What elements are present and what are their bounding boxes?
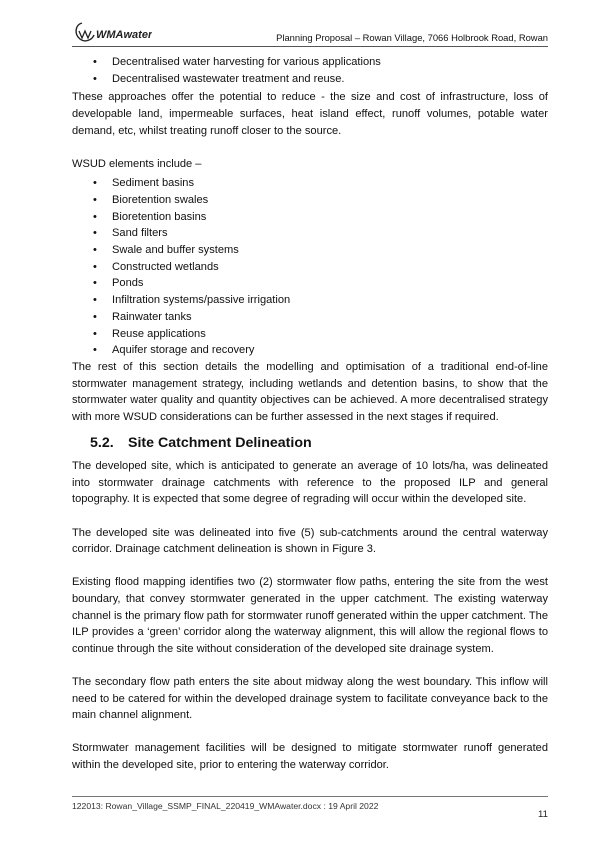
logo-wordmark: WMAwater: [96, 29, 152, 41]
list-item: [72, 175, 548, 192]
list-item: [72, 192, 548, 209]
list-item: [72, 275, 548, 292]
paragraph: Existing flood mapping identifies two (2) stormwater flow paths, entering the site from the west boundary, that convey stormwater generated in the upper catchment. The existing waterway channel is the primary flow path for stormwater runoff generated within the upper catchment. The ILP provides a ‘green’ corridor along the waterway alignment, this will allow the regional flows to continue through the site without consideration of the developed site drainage system.: [72, 576, 548, 655]
document-title: Planning Proposal – Rowan Village, 7066 Holbrook Road, Rowan: [276, 32, 548, 43]
bullet-icon: •: [93, 310, 97, 323]
section-heading: [72, 434, 548, 452]
top-bullet-list: [72, 54, 548, 87]
paragraph: The developed site, which is anticipated to generate an average of 10 lots/ha, was delineated into stormwater drainage catchments with reference to the proposed ILP and general topography. It is expected that some degree of regrading will occur within the developed site.: [72, 460, 548, 506]
list-item-text: Sand filters: [112, 227, 168, 240]
list-item-text: Rainwater tanks: [112, 310, 192, 323]
section-number: 5.2.: [90, 435, 114, 452]
bullet-icon: •: [93, 210, 97, 223]
list-item: [72, 342, 548, 359]
bullet-icon: •: [93, 260, 97, 273]
list-item: [72, 259, 548, 276]
bullet-icon: •: [93, 327, 97, 340]
list-item-text: Reuse applications: [112, 327, 206, 340]
paragraph: The secondary flow path enters the site about midway along the west boundary. This inflow will need to be catered for within the developed drainage system to facilitate conveyance back to the main channel alignment.: [72, 676, 548, 722]
list-item-text: Aquifer storage and recovery: [112, 344, 255, 357]
list-item: [72, 242, 548, 259]
list-item-text: Infiltration systems/passive irrigation: [112, 294, 291, 307]
page-header: [72, 16, 548, 47]
list-item-text: Decentralised water harvesting for various applications: [112, 56, 381, 68]
list-item: [72, 309, 548, 326]
list-item: [72, 54, 548, 71]
section-title: Site Catchment Delineation: [128, 435, 312, 452]
list-item-text: Bioretention basins: [112, 210, 207, 223]
bullet-icon: •: [93, 294, 97, 307]
bullet-icon: •: [93, 72, 97, 85]
list-item-text: Constructed wetlands: [112, 260, 219, 273]
bullet-icon: •: [93, 227, 97, 240]
page-footer: [72, 796, 548, 820]
bullet-icon: •: [93, 244, 97, 257]
wmawater-logo: [72, 20, 152, 44]
list-item: [72, 225, 548, 242]
bullet-icon: •: [93, 277, 97, 290]
paragraph: The developed site was delineated into five (5) sub-catchments around the central waterway corridor. Drainage catchment delineation is shown in Figure 3.: [72, 526, 548, 556]
paragraph-approaches: These approaches offer the potential to reduce - the size and cost of infrastructure, loss of developable land, impermeable surfaces, heat island effect, runoff volumes, potable water demand, etc, whilst treating runoff closer to the source.: [72, 91, 548, 137]
list-item: [72, 292, 548, 309]
paragraph: Stormwater management facilities will be designed to mitigate stormwater runoff generated within the developed site, prior to entering the waterway corridor.: [72, 742, 548, 771]
paragraph-rest-of-section: The rest of this section details the modelling and optimisation of a traditional end-of-line stormwater management strategy, including wetlands and detention basins, to show that the stormwater water quality and quantity objectives can be achieved. A more decentralised strategy with more WSUD considerations can be further assessed in the next stages if required.: [72, 360, 548, 423]
wsud-elements-list: [72, 175, 548, 359]
page-number: 11: [538, 809, 548, 820]
wsud-intro: WSUD elements include –: [72, 157, 202, 170]
bullet-icon: •: [93, 194, 97, 207]
bullet-icon: •: [93, 56, 97, 68]
bullet-icon: •: [93, 344, 97, 357]
list-item: [72, 71, 548, 88]
list-item: [72, 326, 548, 343]
list-item-text: Swale and buffer systems: [112, 244, 239, 257]
list-item-text: Bioretention swales: [112, 194, 209, 207]
list-item-text: Decentralised wastewater treatment and reuse.: [112, 72, 345, 85]
list-item-text: Ponds: [112, 277, 144, 290]
list-item-text: Sediment basins: [112, 177, 195, 190]
footer-file-info: 122013: Rowan_Village_SSMP_FINAL_220419_WMAwater.docx : 19 April 2022: [72, 801, 379, 811]
page-body: [72, 54, 548, 774]
list-item: [72, 209, 548, 226]
bullet-icon: •: [93, 177, 97, 190]
